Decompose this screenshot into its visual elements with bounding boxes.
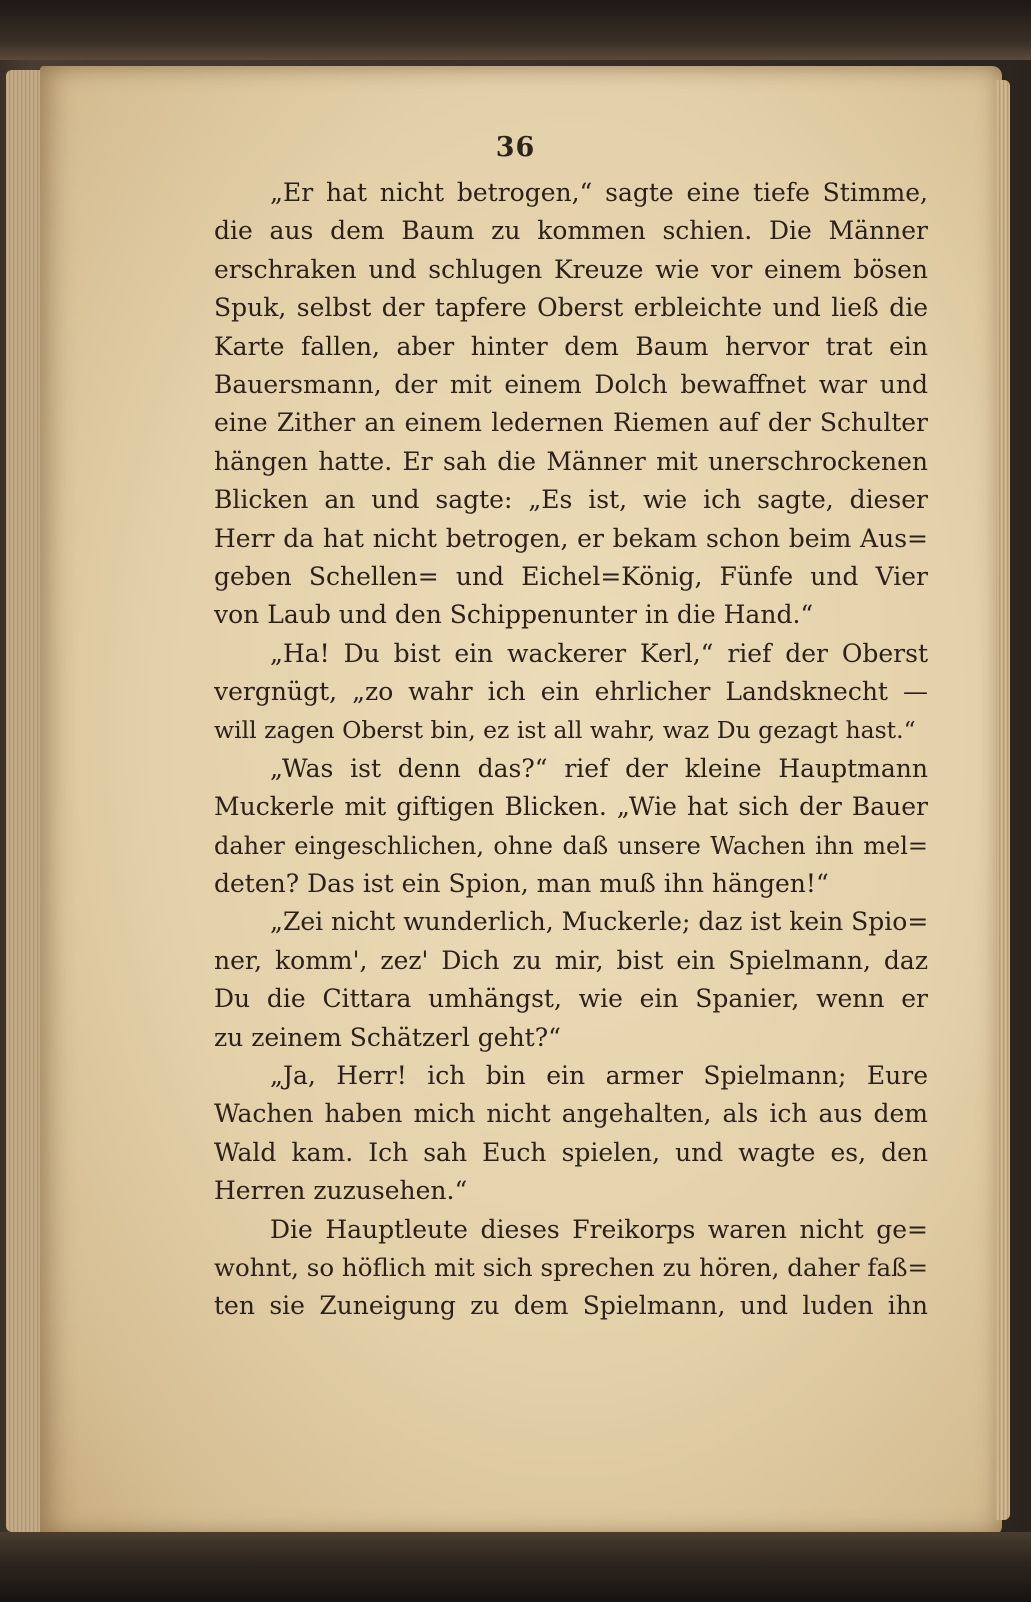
text-line: wohnt, so höflich mit sich sprechen zu hören, daher faß= <box>214 1252 928 1282</box>
book-cover-bottom <box>0 1532 1031 1602</box>
text-line: ten sie Zuneigung zu dem Spielmann, und luden ihn <box>214 1291 928 1321</box>
text-line: hängen hatte. Er sah die Männer mit unerschrockenen <box>214 446 928 476</box>
text-line: deten? Das ist ein Spion, man muß ihn hängen!“ <box>214 869 829 899</box>
text-line: „Ja, Herr! ich bin ein armer Spielmann; Eure <box>270 1060 928 1090</box>
text-line: will zagen Oberst bin, ez ist all wahr, waz Du gezagt hast.“ <box>214 716 916 745</box>
text-line: „Ha! Du bist ein wackerer Kerl,“ rief der Oberst <box>270 638 928 668</box>
text-line: Wald kam. Ich sah Euch spielen, und wagte es, den <box>214 1137 928 1167</box>
text-line: daher eingeschlichen, ohne daß unsere Wachen ihn mel= <box>214 831 928 860</box>
text-line: „Was ist denn das?“ rief der kleine Hauptmann <box>270 753 928 783</box>
text-line: ner, komm', zez' Dich zu mir, bist ein Spielmann, daz <box>214 945 928 975</box>
page-edge-right <box>996 80 1010 1520</box>
text-line: Muckerle mit giftigen Blicken. „Wie hat sich der Bauer <box>214 792 928 822</box>
text-line: Wachen haben mich nicht angehalten, als ich aus dem <box>214 1099 928 1129</box>
text-line: erschraken und schlugen Kreuze wie vor einem bösen <box>214 254 928 284</box>
text-line: Herren zuzusehen.“ <box>214 1176 468 1206</box>
text-line: Karte fallen, aber hinter dem Baum hervor trat ein <box>214 331 928 361</box>
text-line: eine Zither an einem ledernen Riemen auf der Schulter <box>214 408 928 438</box>
text-line: zu zeinem Schätzerl geht?“ <box>214 1022 561 1052</box>
text-line: Spuk, selbst der tapfere Oberst erbleichte und ließ die <box>214 293 928 323</box>
text-line: Die Hauptleute dieses Freikorps waren nicht ge= <box>270 1214 928 1244</box>
text-line: Bauersmann, der mit einem Dolch bewaffnet war und <box>214 369 928 399</box>
text-line: von Laub und den Schippenunter in die Hand.“ <box>214 600 814 630</box>
text-line: Blicken an und sagte: „Es ist, wie ich sagte, dieser <box>214 485 928 515</box>
text-line: „Zei nicht wunderlich, Muckerle; daz ist kein Spio= <box>270 907 929 937</box>
text-line: geben Schellen= und Eichel=König, Fünfe und Vier <box>214 561 928 591</box>
text-line: „Er hat nicht betrogen,“ sagte eine tiefe Stimme, <box>270 178 928 207</box>
text-line: vergnügt, „zo wahr ich ein ehrlicher Landsknecht — <box>214 677 928 707</box>
text-line: die aus dem Baum zu kommen schien. Die Männer <box>214 216 928 246</box>
body-text <box>214 174 928 1326</box>
text-line: Herr da hat nicht betrogen, er bekam schon beim Aus= <box>214 523 928 553</box>
book-cover-top <box>0 0 1031 60</box>
text-line: Du die Cittara umhängst, wie ein Spanier, wenn er <box>214 984 928 1014</box>
page-number: 36 <box>495 132 536 163</box>
